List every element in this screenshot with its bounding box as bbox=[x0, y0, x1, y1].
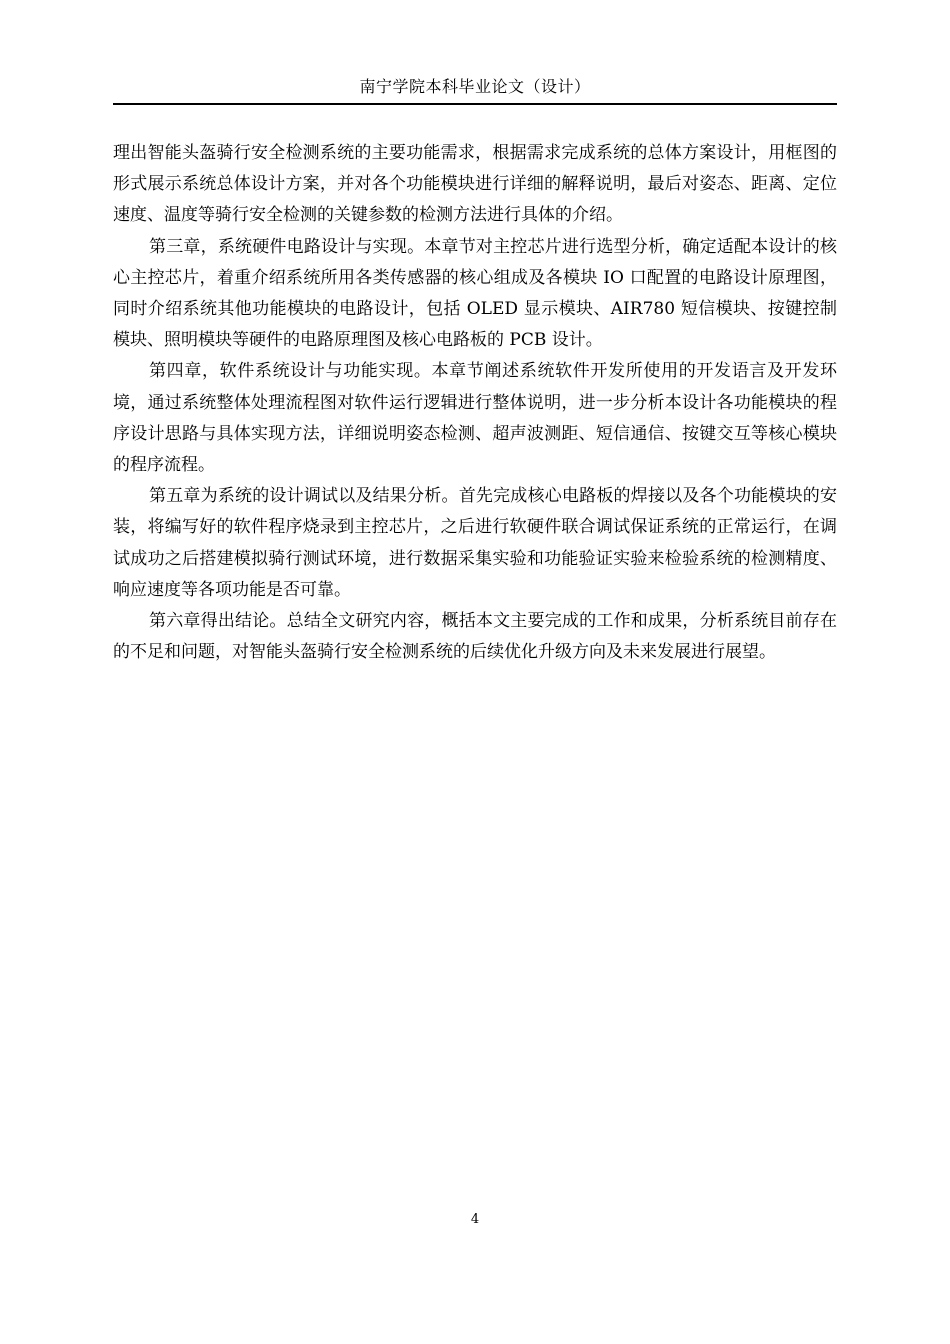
paragraph: 第五章为系统的设计调试以及结果分析。首先完成核心电路板的焊接以及各个功能模块的安装，将编写好的软件程序烧录到主控芯片，之后进行软硬件联合调试保证系统的正常运行，在调试成功之后搭建模拟骑行测试环境，进行数据采集实验和功能验证实验来检验系统的检测精度、响应速度等各项功能是否可靠。 bbox=[113, 486, 837, 600]
body-text bbox=[113, 138, 837, 668]
paragraph: 第四章，软件系统设计与功能实现。本章节阐述系统软件开发所使用的开发语言及开发环境，通过系统整体处理流程图对软件运行逻辑进行整体说明，进一步分析本设计各功能模块的程序设计思路与具体实现方法，详细说明姿态检测、超声波测距、短信通信、按键交互等核心模块的程序流程。 bbox=[113, 361, 837, 476]
running-header bbox=[113, 74, 837, 105]
running-header-title: 南宁学院本科毕业论文（设计） bbox=[359, 77, 591, 96]
page-number: 4 bbox=[470, 1212, 480, 1227]
paragraph: 理出智能头盔骑行安全检测系统的主要功能需求，根据需求完成系统的总体方案设计，用框图的形式展示系统总体设计方案，并对各个功能模块进行详细的解释说明，最后对姿态、距离、定位速度、温度等骑行安全检测的关键参数的检测方法进行具体的介绍。 bbox=[113, 143, 837, 226]
paragraph: 第六章得出结论。总结全文研究内容，概括本文主要完成的工作和成果，分析系统目前存在的不足和问题，对智能头盔骑行安全检测系统的后续优化升级方向及未来发展进行展望。 bbox=[113, 611, 837, 663]
paragraph: 第三章，系统硬件电路设计与实现。本章节对主控芯片进行选型分析，确定适配本设计的核心主控芯片，着重介绍系统所用各类传感器的核心组成及各模块 IO 口配置的电路设计原理图，同时介绍系统其他功能模块的电路设计，包括 OLED 显示模块、AIR780 短信模块、按键控制模块、照明模块等硬件的电路原理图及核心电路板的 PCB 设计。 bbox=[113, 236, 837, 351]
